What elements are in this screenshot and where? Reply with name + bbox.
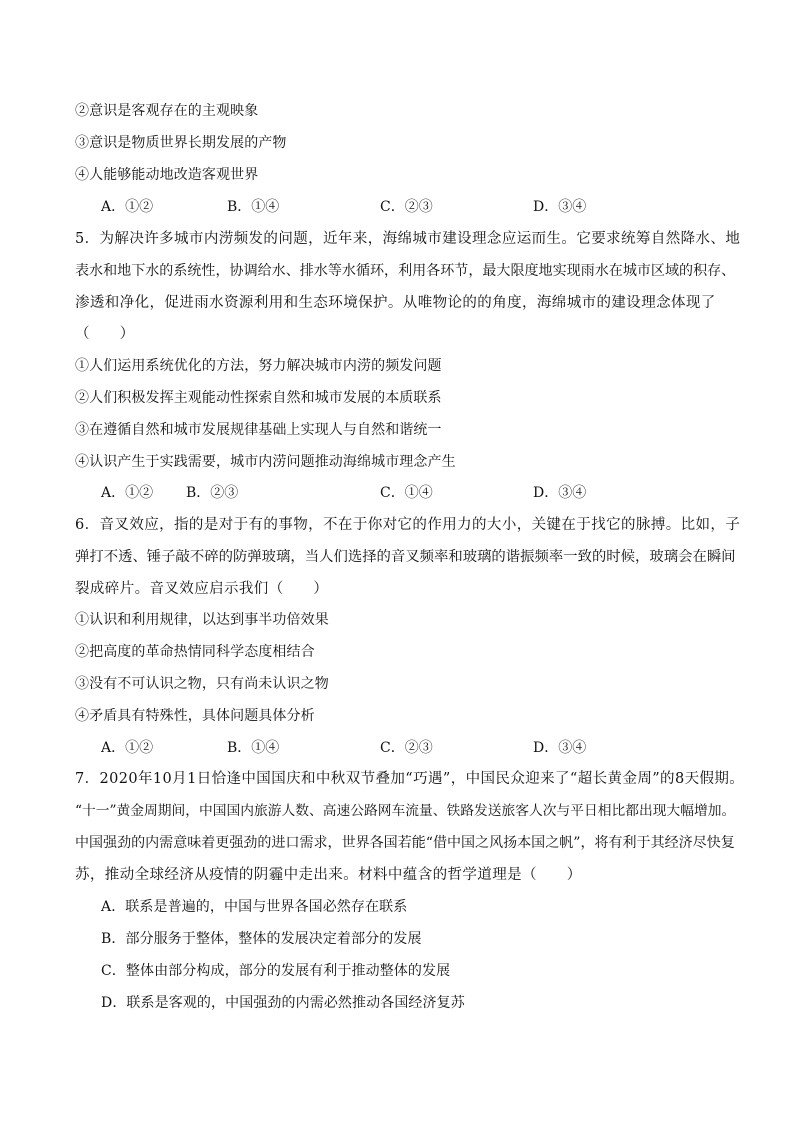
q4-statement-4: ④人能够能动地改造客观世界 bbox=[75, 167, 259, 183]
q6-option-c[interactable]: C．②③ bbox=[380, 740, 433, 756]
q5-options bbox=[0, 484, 794, 502]
q4-statement-3: ③意识是物质世界长期发展的产物 bbox=[75, 135, 287, 151]
q7-stem-line-2: “十一”黄金周期间，中国国内旅游人数、高速公路网车流量、铁路发送旅客人次与平日相比都出现大幅增加。 bbox=[75, 803, 736, 819]
q7-choice-c[interactable]: C．整体由部分构成，部分的发展有利于推动整体的发展 bbox=[101, 963, 451, 979]
q6-options bbox=[0, 739, 794, 757]
q7-choice-d[interactable]: D．联系是客观的，中国强劲的内需必然推动各国经济复苏 bbox=[101, 995, 465, 1011]
q6-statement-4: ④矛盾具有特殊性，具体问题具体分析 bbox=[75, 708, 315, 724]
q4-option-b[interactable]: B．①④ bbox=[227, 199, 280, 215]
q6-statement-1: ①认识和利用规律，以达到事半功倍效果 bbox=[75, 612, 329, 628]
q7-stem-line-3: 中国强劲的内需意味着更强劲的进口需求，世界各国若能“借中国之风扬本国之帆”，将有利于其经济尽快复 bbox=[75, 835, 735, 851]
q5-option-d[interactable]: D．③④ bbox=[533, 485, 587, 501]
q5-statement-4: ④认识产生于实践需要，城市内涝问题推动海绵城市理念产生 bbox=[75, 454, 456, 470]
q4-option-a[interactable]: A．①② bbox=[101, 199, 154, 215]
q6-option-b[interactable]: B．①④ bbox=[227, 740, 280, 756]
q5-option-a[interactable]: A．①② bbox=[101, 485, 154, 501]
q5-answer-blank: （ ） bbox=[75, 326, 135, 342]
q4-option-c[interactable]: C．②③ bbox=[380, 199, 433, 215]
q4-options bbox=[0, 198, 794, 216]
q7-stem-line-1: 7．2020年10月1日恰逢中国国庆和中秋双节叠加“巧遇”，中国民众迎来了“超长黄金周”的8天假期。 bbox=[75, 771, 745, 787]
q5-option-b[interactable]: B．②③ bbox=[186, 485, 239, 501]
q6-stem-line-3: 裂成碎片。音叉效应启示我们（ ） bbox=[75, 581, 329, 597]
q7-choice-b[interactable]: B．部分服务于整体，整体的发展决定着部分的发展 bbox=[101, 931, 422, 947]
q6-stem-line-1: 6．音叉效应，指的是对于有的事物，不在于你对它的作用力的大小，关键在于找它的脉搏。比如，子 bbox=[75, 517, 741, 533]
q6-stem-line-2: 弹打不透、锤子敲不碎的防弹玻璃，当人们选择的音叉频率和玻璃的谐振频率一致的时候，玻璃会在瞬间 bbox=[75, 549, 736, 565]
q4-statement-2: ②意识是客观存在的主观映象 bbox=[75, 103, 259, 119]
q6-option-a[interactable]: A．①② bbox=[101, 740, 154, 756]
q6-statement-2: ②把高度的革命热情同科学态度相结合 bbox=[75, 644, 315, 660]
q4-option-d[interactable]: D．③④ bbox=[533, 199, 587, 215]
q6-statement-3: ③没有不可认识之物，只有尚未认识之物 bbox=[75, 676, 329, 692]
q7-stem-line-4: 苏，推动全球经济从疫情的阴霾中走出来。材料中蕴含的哲学道理是（ ） bbox=[75, 867, 582, 883]
q5-stem-line-1: 5．为解决许多城市内涝频发的问题，近年来，海绵城市建设理念应运而生。它要求统筹自然降水、地 bbox=[75, 231, 741, 247]
q5-statement-2: ②人们积极发挥主观能动性探索自然和城市发展的本质联系 bbox=[75, 390, 442, 406]
q5-statement-3: ③在遵循自然和城市发展规律基础上实现人与自然和谐统一 bbox=[75, 422, 442, 438]
q5-stem-line-2: 表水和地下水的系统性，协调给水、排水等水循环，利用各环节，最大限度地实现雨水在城市区域的积存、 bbox=[75, 263, 736, 279]
q5-statement-1: ①人们运用系统优化的方法，努力解决城市内涝的频发问题 bbox=[75, 358, 442, 374]
q6-option-d[interactable]: D．③④ bbox=[533, 740, 587, 756]
q7-choice-a[interactable]: A．联系是普遍的，中国与世界各国必然存在联系 bbox=[101, 899, 408, 915]
q5-option-c[interactable]: C．①④ bbox=[380, 485, 433, 501]
q5-stem-line-3: 渗透和净化，促进雨水资源利用和生态环境保护。从唯物论的的角度，海绵城市的建设理念体现了 bbox=[75, 295, 716, 311]
